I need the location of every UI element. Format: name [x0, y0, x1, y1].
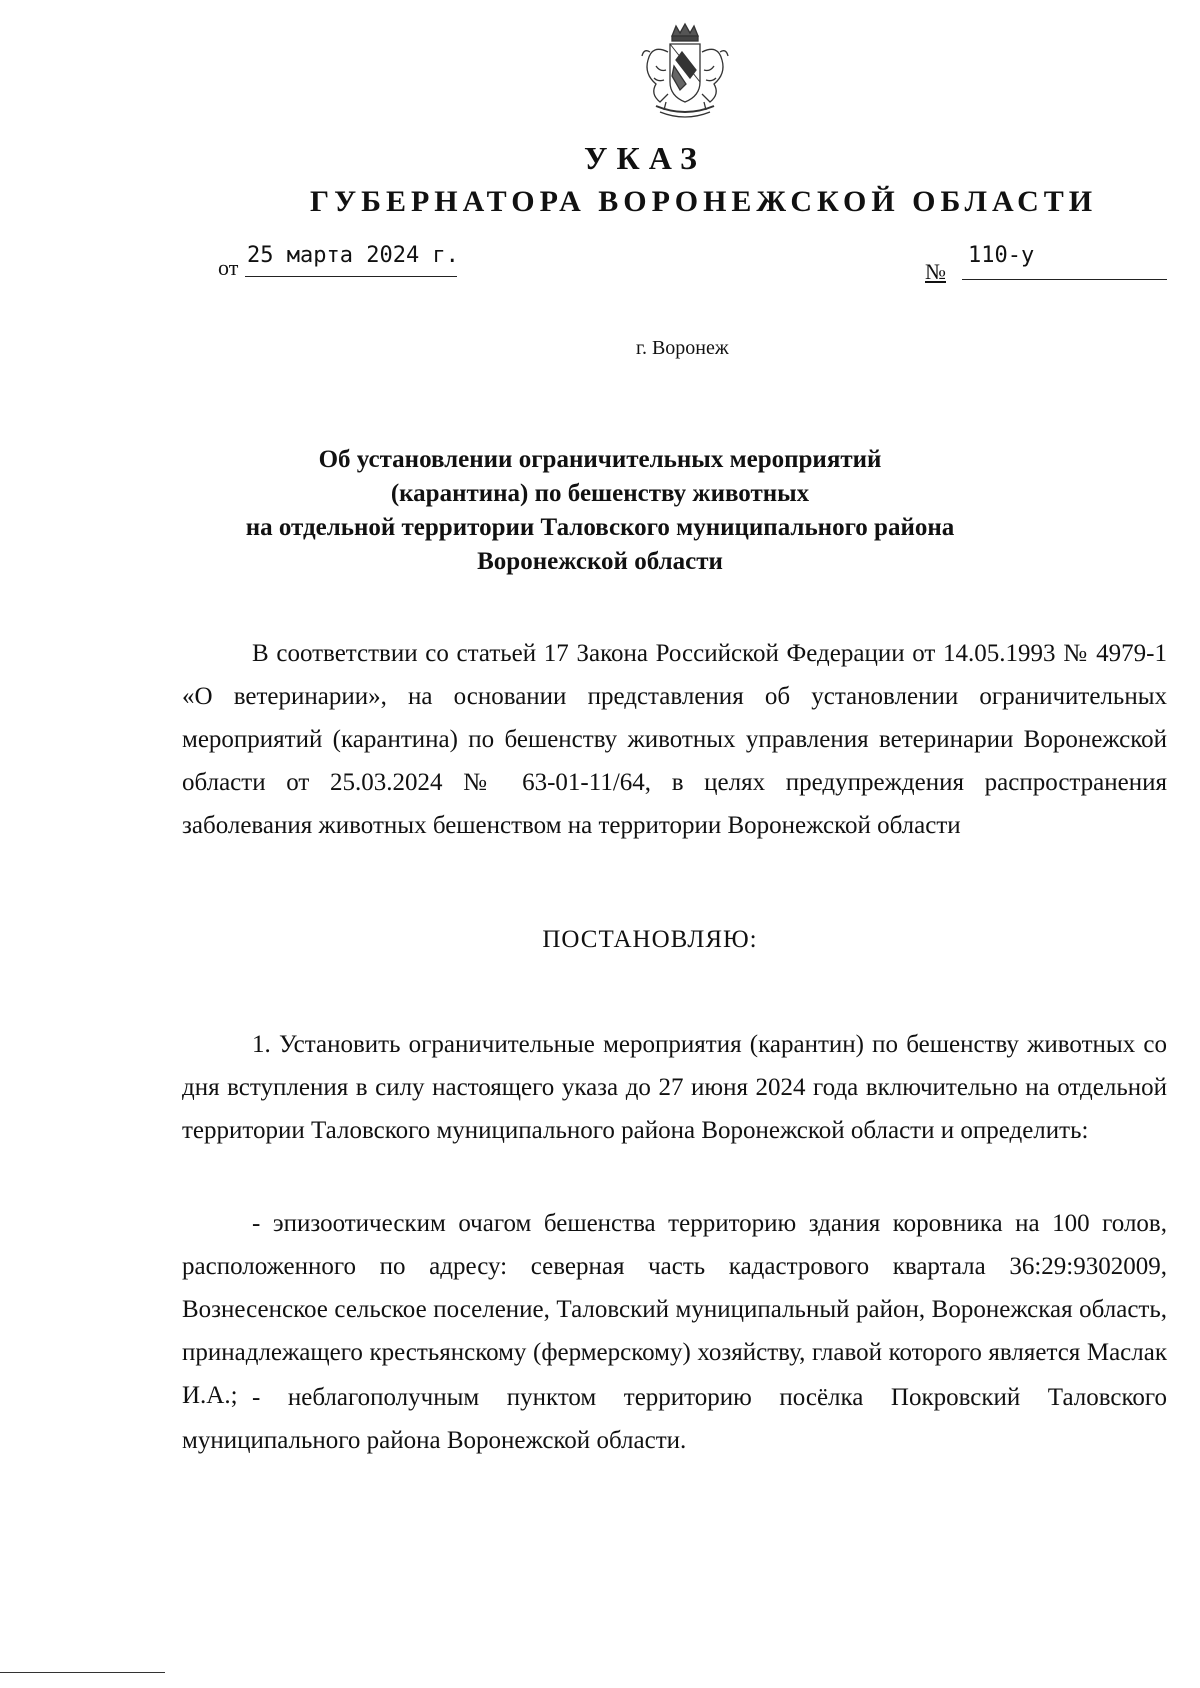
- document-subject: [240, 443, 960, 579]
- city-line: г. Воронеж: [636, 337, 729, 359]
- document-title: УКАЗ: [584, 140, 706, 176]
- preamble-paragraph: В соответствии со статьей 17 Закона Российской Федерации от 14.05.1993 № 4979-1 «О ветеринарии», на основании представления об установлении ограничительных мероприятий (карантина) по бешенству животных управления ветеринарии Воронежской области от 25.03.2024 № 63-01-11/64, в целях предупреждения распространения заболевания животных бешенством на территории Воронежской области: [182, 640, 1167, 839]
- decree-word: ПОСТАНОВЛЯЮ:: [542, 926, 758, 953]
- footer-rule: [0, 1672, 165, 1673]
- document-issuer: ГУБЕРНАТОРА ВОРОНЕЖСКОЙ ОБЛАСТИ: [310, 185, 1098, 218]
- subject-line: Об установлении ограничительных мероприятий: [318, 446, 882, 473]
- subject-line: (карантина) по бешенству животных: [390, 480, 810, 507]
- document-date: 25 марта 2024 г.: [245, 243, 457, 277]
- item-1b-paragraph: - неблагополучным пунктом территорию посёлка Покровский Таловского муниципального района Воронежской области.: [182, 1384, 1167, 1454]
- date-label: от: [218, 255, 239, 280]
- subject-line: Воронежской области: [477, 548, 723, 575]
- number-label: №: [925, 259, 946, 284]
- document-number: 110-у: [962, 243, 1167, 280]
- item-1-paragraph: 1. Установить ограничительные мероприятия (карантин) по бешенству животных со дня вступления в силу настоящего указа до 27 июня 2024 года включительно на отдельной территории Таловского муниципального района Воронежской области и определить:: [182, 1031, 1167, 1144]
- coat-of-arms-icon: [630, 22, 740, 122]
- item-1a-paragraph: - эпизоотическим очагом бешенства территорию здания коровника на 100 голов, расположенного по адресу: северная часть кадастрового квартала 36:29:9302009, Вознесенское сельское поселение, Таловский муниципальный район, Воронежская область, принадлежащего крестьянскому (фермерскому) хозяйству, главой которого является Маслак И.А.;: [182, 1210, 1167, 1409]
- subject-line: на отдельной территории Таловского муниципального района: [245, 514, 955, 541]
